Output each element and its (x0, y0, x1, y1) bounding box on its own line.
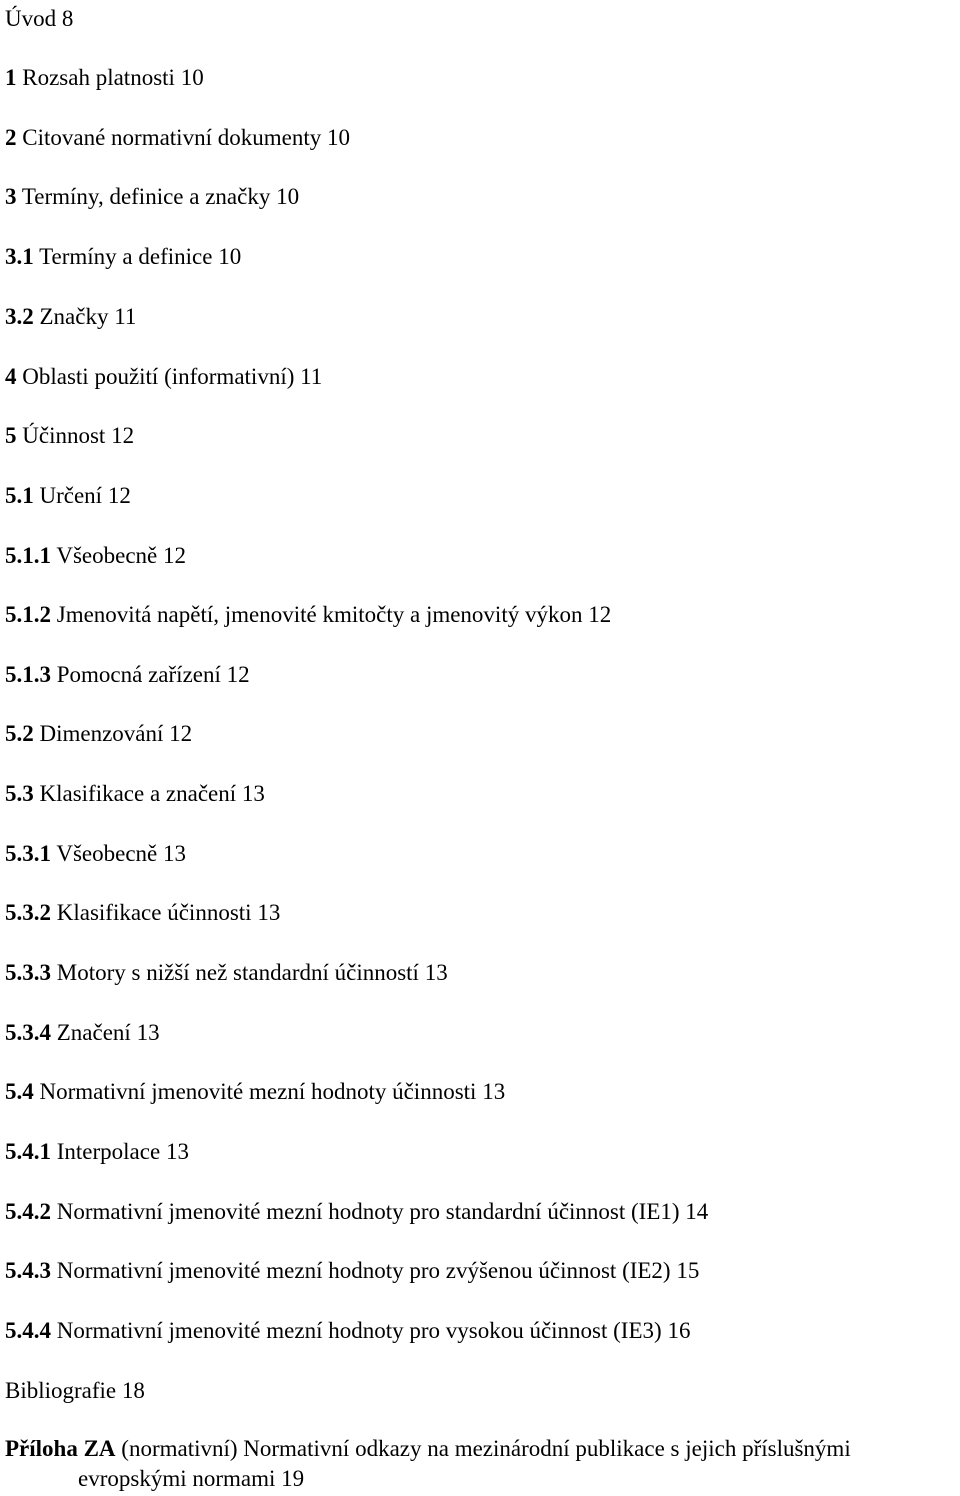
toc-number: 5.4.1 (5, 1139, 51, 1164)
toc-entry-5-4-3[interactable] (5, 1257, 699, 1285)
toc-page: 10 (326, 125, 350, 150)
toc-page: 12 (588, 602, 612, 627)
toc-entry-5-2[interactable] (5, 720, 192, 748)
toc-title: Dimenzování (39, 721, 164, 746)
toc-number: 5.1.3 (5, 662, 51, 687)
toc-entry-5-3-4[interactable] (5, 1019, 160, 1047)
toc-title: Pomocná zařízení (56, 662, 221, 687)
toc-number: 5.4 (5, 1079, 34, 1104)
toc-page: 8 (61, 6, 74, 31)
toc-entry-4[interactable] (5, 363, 322, 391)
toc-page: 15 (676, 1258, 700, 1283)
toc-entry-5-3-2[interactable] (5, 899, 280, 927)
toc-number: 5.3 (5, 781, 34, 806)
toc-number: 3 (5, 184, 17, 209)
toc-page: 13 (257, 900, 281, 925)
toc-number: 5.3.3 (5, 960, 51, 985)
annex-title-continuation (5, 1464, 960, 1494)
toc-title: Normativní jmenovité mezní hodnoty pro zvýšenou účinnost (IE2) (56, 1258, 671, 1283)
toc-entry-5-1[interactable] (5, 482, 131, 510)
toc-title: Normativní jmenovité mezní hodnoty pro standardní účinnost (IE1) (56, 1199, 680, 1224)
toc-number: 3.1 (5, 244, 34, 269)
toc-title: Klasifikace a značení (39, 781, 237, 806)
toc-number: 4 (5, 364, 17, 389)
toc-entry-3-2[interactable] (5, 303, 136, 331)
toc-title: Všeobecně (56, 543, 158, 568)
toc-title: Termíny a definice (39, 244, 213, 269)
toc-title: Všeobecně (56, 841, 158, 866)
toc-title: Značky (39, 304, 109, 329)
toc-entry-intro[interactable] (5, 5, 73, 33)
toc-entry-5-1-2[interactable] (5, 601, 611, 629)
toc-entry-3-1[interactable] (5, 243, 241, 271)
toc-title: Oblasti použití (informativní) (22, 364, 295, 389)
annex-title-line2: evropskými normami (78, 1466, 276, 1491)
toc-page: 12 (111, 423, 135, 448)
toc-page: 12 (107, 483, 131, 508)
toc-page: 13 (136, 1020, 160, 1045)
toc-number: 5.4.3 (5, 1258, 51, 1283)
toc-page: 13 (163, 841, 186, 866)
annex-label: Příloha ZA (5, 1436, 116, 1461)
toc-number: 5.1.2 (5, 602, 51, 627)
toc-entry-5-4[interactable] (5, 1078, 505, 1106)
toc-number: 3.2 (5, 304, 34, 329)
toc-number: 5.4.4 (5, 1318, 51, 1343)
toc-page: 12 (169, 721, 193, 746)
toc-title: Jmenovitá napětí, jmenovité kmitočty a jmenovitý výkon (56, 602, 583, 627)
toc-entry-annex-za[interactable] (5, 1434, 960, 1494)
toc-number: 5.1.1 (5, 543, 51, 568)
annex-title-line1: (normativní) Normativní odkazy na mezinárodní publikace s jejich příslušnými (121, 1436, 851, 1461)
toc-entry-1[interactable] (5, 64, 204, 92)
toc-entry-5-1-3[interactable] (5, 661, 250, 689)
toc-page: 13 (241, 781, 265, 806)
toc-entry-3[interactable] (5, 183, 299, 211)
toc-title: Určení (39, 483, 103, 508)
toc-entry-5-4-4[interactable] (5, 1317, 690, 1345)
toc-entry-5-3-1[interactable] (5, 840, 186, 868)
toc-page: 12 (226, 662, 250, 687)
toc-entry-5-4-1[interactable] (5, 1138, 189, 1166)
toc-page: 10 (180, 65, 204, 90)
toc-page: 10 (218, 244, 242, 269)
toc-page: 13 (424, 960, 448, 985)
toc-entry-bibliography[interactable] (5, 1377, 145, 1405)
toc-number: 5.1 (5, 483, 34, 508)
toc-page: 10 (276, 184, 300, 209)
toc-page: 14 (685, 1199, 709, 1224)
toc-title: Klasifikace účinnosti (56, 900, 252, 925)
toc-number: 5.2 (5, 721, 34, 746)
toc-entry-5-3-3[interactable] (5, 959, 448, 987)
toc-title: Citované normativní dokumenty (22, 125, 322, 150)
toc-number: 5.4.2 (5, 1199, 51, 1224)
toc-number: 5.3.1 (5, 841, 51, 866)
toc-page: 16 (667, 1318, 691, 1343)
toc-entry-5[interactable] (5, 422, 134, 450)
toc-title: Interpolace (56, 1139, 161, 1164)
toc-page: 18 (121, 1378, 145, 1403)
toc-title: Normativní jmenovité mezní hodnoty účinnosti (39, 1079, 477, 1104)
toc-title: Rozsah platnosti (22, 65, 175, 90)
toc-title: Bibliografie (5, 1378, 117, 1403)
toc-page: 13 (165, 1139, 189, 1164)
toc-entry-5-3[interactable] (5, 780, 265, 808)
toc-page: 11 (114, 304, 137, 329)
toc-page: 11 (300, 364, 323, 389)
toc-page: 13 (482, 1079, 506, 1104)
toc-number: 2 (5, 125, 17, 150)
toc-number: 5.3.4 (5, 1020, 51, 1045)
toc-page: 12 (163, 543, 186, 568)
toc-title: Účinnost (22, 423, 106, 448)
toc-title: Značení (56, 1020, 131, 1045)
toc-page: 19 (281, 1466, 305, 1491)
toc-title: Úvod (5, 6, 57, 31)
toc-title: Motory s nižší než standardní účinností (56, 960, 419, 985)
toc-title: Normativní jmenovité mezní hodnoty pro vysokou účinnost (IE3) (56, 1318, 662, 1343)
toc-title: Termíny, definice a značky (21, 184, 271, 209)
toc-number: 1 (5, 65, 17, 90)
toc-entry-5-1-1[interactable] (5, 542, 186, 570)
toc-entry-2[interactable] (5, 124, 350, 152)
toc-number: 5.3.2 (5, 900, 51, 925)
toc-number: 5 (5, 423, 17, 448)
toc-entry-5-4-2[interactable] (5, 1198, 708, 1226)
